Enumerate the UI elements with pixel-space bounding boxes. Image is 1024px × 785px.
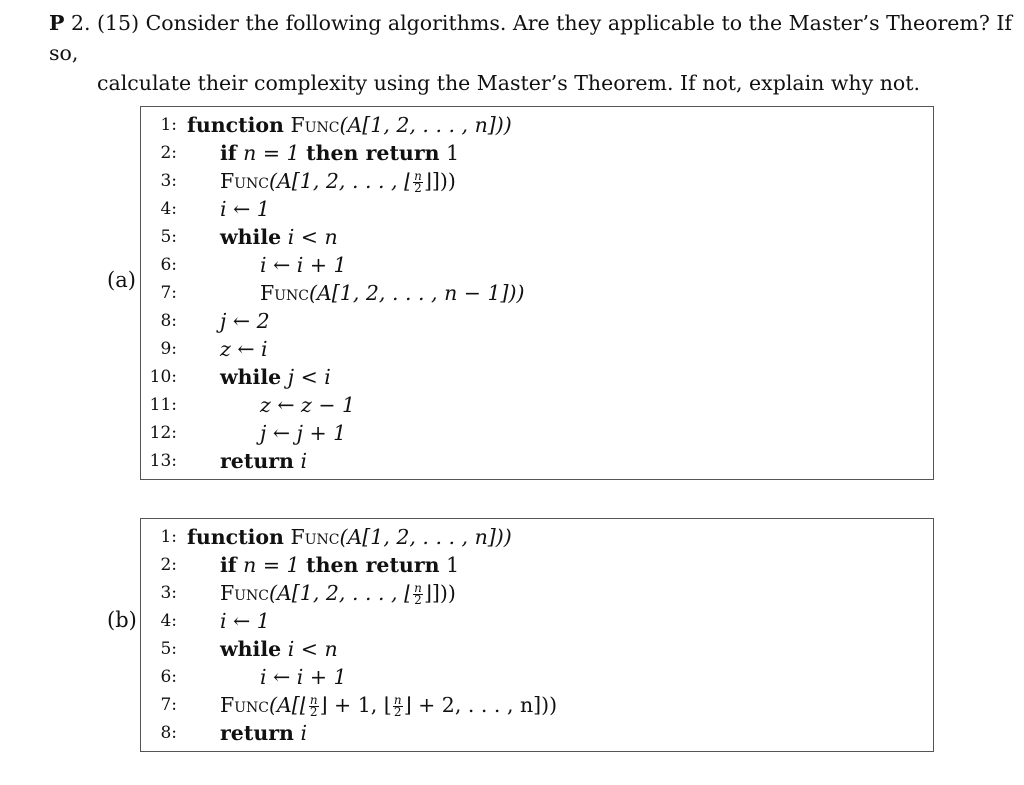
line-number: 8: xyxy=(160,723,177,743)
fraction: $\frac{n}{2}$ xyxy=(414,169,422,195)
line-number: 1: xyxy=(160,115,177,135)
problem-number: P 2. xyxy=(49,11,91,35)
line-number: 1: xyxy=(160,527,177,547)
line-number: 3: xyxy=(160,583,177,603)
fraction: $\frac{n}{2}$ xyxy=(309,693,318,719)
line-number: 9: xyxy=(160,339,177,359)
line-number: 8: xyxy=(160,311,177,331)
algorithm-a-box: 1: function Func(A[1, 2, . . . , n])) 2: if n = 1 then return 1 3: Func(A[1, 2, . . . , ⌊ $\frac{n}{2}$ ⌋])) 4: i ← 1 5: while i < n 6: i ← i + 1 7: Func(A[1, 2, . . . , n − 1])) 8: j ← 2 9: z ← i 10: while j < i 11: z ← z − 1 12: j ← j + 1 13: return i xyxy=(140,106,934,480)
line-number: 4: xyxy=(160,199,177,219)
algorithm-b-box: 1: function Func(A[1, 2, . . . , n])) 2: if n = 1 then return 1 3: Func(A[1, 2, . . . , ⌊ $\frac{n}{2}$ ⌋])) 4: i ← 1 5: while i < n 6: i ← i + 1 7: Func(A[⌊ $\frac{n}{2}$ ⌋ + 1, ⌊ $\frac{n}{2}$ ⌋ + 2, . . . , n])) 8: return i xyxy=(140,518,934,752)
line-number: 12: xyxy=(149,423,177,443)
fraction: $\frac{n}{2}$ xyxy=(393,693,402,719)
line-number: 7: xyxy=(160,283,177,303)
line-number: 10: xyxy=(149,367,177,387)
line-number: 13: xyxy=(149,451,177,471)
line-number: 5: xyxy=(160,639,177,659)
fraction: $\frac{n}{2}$ xyxy=(414,581,422,607)
line-number: 4: xyxy=(160,611,177,631)
line-number: 6: xyxy=(160,255,177,275)
problem-text-line-1: (15) Consider the following algorithms. Are they applicable to the Master’s Theorem? If so, xyxy=(49,11,1013,65)
line-number: 6: xyxy=(160,667,177,687)
algorithm-a-label: (a) xyxy=(107,268,136,292)
problem-statement xyxy=(49,8,1019,98)
line-number: 3: xyxy=(160,171,177,191)
line-number: 5: xyxy=(160,227,177,247)
line-number: 7: xyxy=(160,695,177,715)
line-number: 11: xyxy=(149,395,177,415)
line-number: 2: xyxy=(160,555,177,575)
algorithm-b-label: (b) xyxy=(107,608,137,632)
line-number: 2: xyxy=(160,143,177,163)
problem-text-line-2: calculate their complexity using the Master’s Theorem. If not, explain why not. xyxy=(97,71,921,95)
